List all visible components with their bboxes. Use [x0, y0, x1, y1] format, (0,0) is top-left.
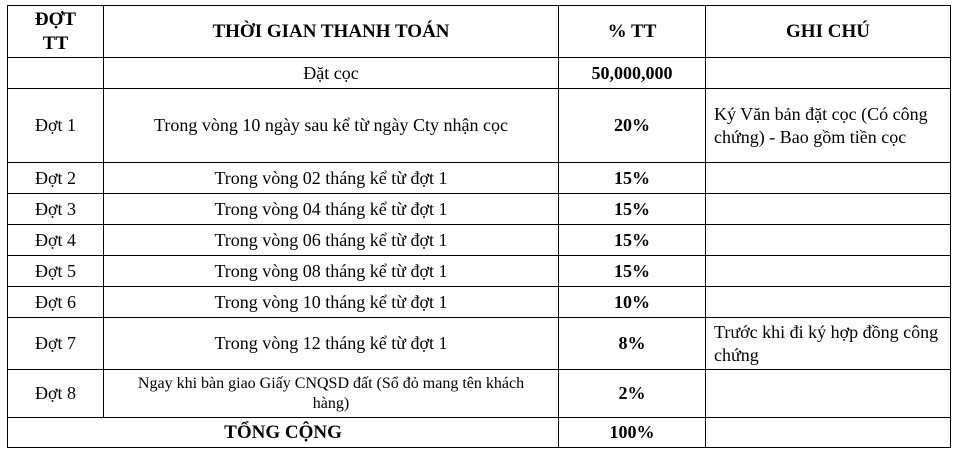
- installment-note: Trước khi đi ký hợp đồng công chứng: [706, 318, 951, 370]
- installment-percent: 15%: [559, 163, 706, 194]
- table-row-installment-8: [8, 370, 951, 418]
- installment-percent: 15%: [559, 225, 706, 256]
- installment-label: Đợt 5: [8, 256, 104, 287]
- installment-percent: 20%: [559, 89, 706, 163]
- installment-time: Trong vòng 08 tháng kể từ đợt 1: [104, 256, 559, 287]
- installment-time: Ngay khi bàn giao Giấy CNQSD đất (Sổ đỏ mang tên khách hàng): [104, 370, 559, 418]
- header-installment-line1: ĐỢT: [34, 8, 77, 30]
- installment-time: Trong vòng 02 tháng kể từ đợt 1: [104, 163, 559, 194]
- installment-time: Trong vòng 06 tháng kể từ đợt 1: [104, 225, 559, 256]
- header-note: GHI CHÚ: [706, 6, 951, 58]
- header-percent: % TT: [559, 6, 706, 58]
- deposit-note-cell: [706, 58, 951, 89]
- installment-label: Đợt 3: [8, 194, 104, 225]
- installment-note: [706, 163, 951, 194]
- table-row-total: [8, 418, 951, 448]
- installment-label: Đợt 2: [8, 163, 104, 194]
- installment-note: [706, 225, 951, 256]
- deposit-installment-cell: [8, 58, 104, 89]
- installment-label: Đợt 4: [8, 225, 104, 256]
- installment-time: Trong vòng 10 tháng kể từ đợt 1: [104, 287, 559, 318]
- installment-time: Trong vòng 12 tháng kể từ đợt 1: [104, 318, 559, 370]
- installment-percent: 8%: [559, 318, 706, 370]
- installment-note: [706, 287, 951, 318]
- installment-label: Đợt 7: [8, 318, 104, 370]
- header-installment: [8, 6, 104, 58]
- installment-percent: 10%: [559, 287, 706, 318]
- installment-label: Đợt 8: [8, 370, 104, 418]
- installment-note: [706, 256, 951, 287]
- total-note-cell: [706, 418, 951, 448]
- deposit-amount-cell: 50,000,000: [559, 58, 706, 89]
- installment-time: Trong vòng 10 ngày sau kể từ ngày Cty nhận cọc: [104, 89, 559, 163]
- installment-note: [706, 370, 951, 418]
- total-percent-cell: 100%: [559, 418, 706, 448]
- deposit-time-cell: Đặt cọc: [104, 58, 559, 89]
- header-installment-line2: TT: [42, 32, 69, 54]
- installment-label: Đợt 1: [8, 89, 104, 163]
- payment-schedule-table: [7, 5, 951, 448]
- installment-note: Ký Văn bản đặt cọc (Có công chứng) - Bao gồm tiền cọc: [706, 89, 951, 163]
- table-row-installment-7: [8, 318, 951, 370]
- table-row-installment-3: [8, 194, 951, 225]
- table-row-deposit: [8, 58, 951, 89]
- installment-percent: 2%: [559, 370, 706, 418]
- installment-percent: 15%: [559, 256, 706, 287]
- installment-percent: 15%: [559, 194, 706, 225]
- installment-label: Đợt 6: [8, 287, 104, 318]
- installment-time: Trong vòng 04 tháng kể từ đợt 1: [104, 194, 559, 225]
- table-row-installment-6: [8, 287, 951, 318]
- table-row-installment-1: [8, 89, 951, 163]
- header-payment-time: THỜI GIAN THANH TOÁN: [104, 6, 559, 58]
- table-row-installment-4: [8, 225, 951, 256]
- total-label-cell: TỔNG CỘNG: [8, 418, 559, 448]
- table-row-installment-5: [8, 256, 951, 287]
- table-header-row: [8, 6, 951, 58]
- installment-note: [706, 194, 951, 225]
- table-row-installment-2: [8, 163, 951, 194]
